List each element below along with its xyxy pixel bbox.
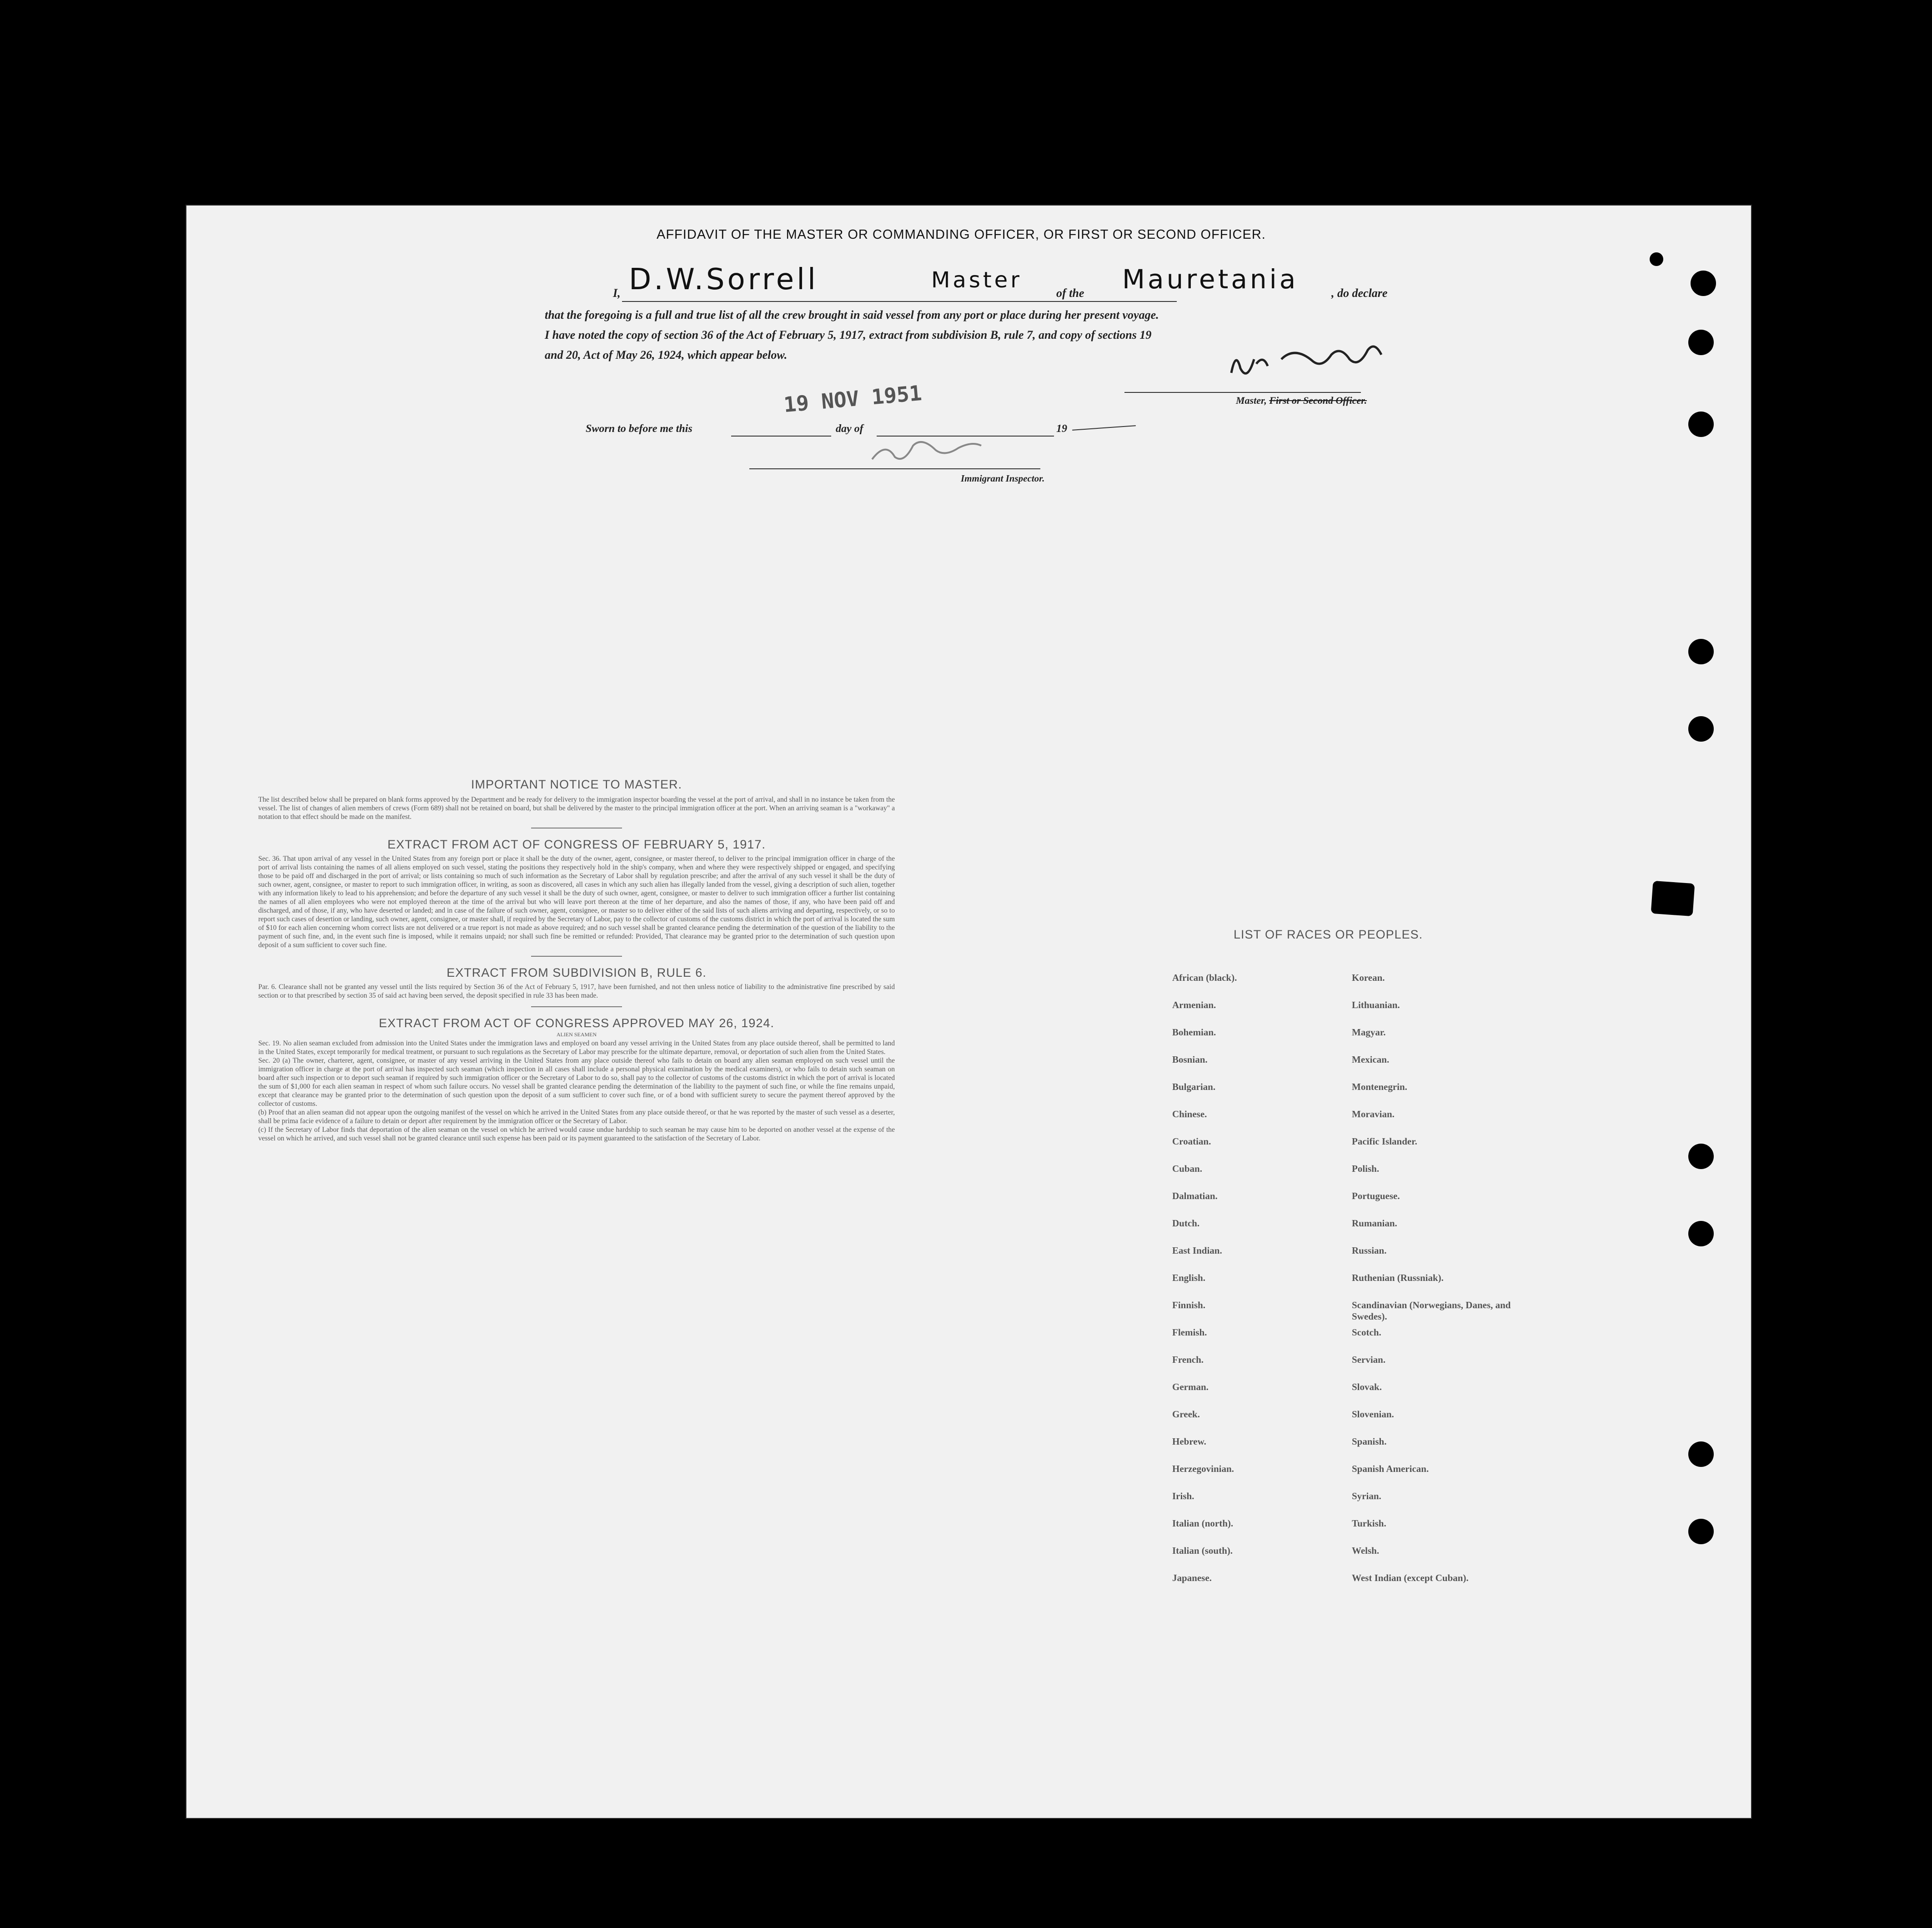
- race-item: German.: [1172, 1381, 1209, 1392]
- race-item: Cuban.: [1172, 1163, 1202, 1174]
- races-column-1: [1172, 972, 1336, 1600]
- race-item: African (black).: [1172, 972, 1237, 983]
- punch-hole: [1688, 716, 1714, 742]
- race-item: Lithuanian.: [1352, 999, 1400, 1010]
- notice-body: The list described below shall be prepared on blank forms approved by the Department and be ready for delivery to the immigration inspector boarding the vessel at the port of arrival, and shall in no instance be taken from the vessel. The list of changes of alien members of crews (Form 689) shall not be retained on board, but shall be delivered by the master to the principal immigration officer at the port. When an arriving seaman is a "workaway" a notation to that effect should be made on the manifest.: [258, 796, 895, 821]
- signature-line: [1124, 392, 1361, 393]
- race-item: Turkish.: [1352, 1518, 1386, 1529]
- extract-1924-sec20b: (b) Proof that an alien seaman did not appear upon the outgoing manifest of the vessel on which he arrived in the United States from any place outside thereof, or that he was reported by the master of such vessel as a deserter, shall be prima facie evidence of a failure to detain or deport after requirement by the immigration officer or the Secretary of Labor.: [258, 1109, 895, 1125]
- notice-title: IMPORTANT NOTICE TO MASTER.: [471, 778, 682, 791]
- race-item: Pacific Islander.: [1352, 1136, 1417, 1147]
- i-label: I,: [613, 286, 621, 300]
- race-item: Greek.: [1172, 1409, 1200, 1420]
- race-item: Spanish American.: [1352, 1463, 1429, 1474]
- extract-1917-body: Sec. 36. That upon arrival of any vessel in the United States from any foreign port or place it shall be the duty of the owner, agent, consignee, or master thereof, to deliver to the principal immigration officer in charge of the port of arrival lists containing the names of all aliens employed on such vessel, stating the positions they respectively hold in the ship's company, when and where they were respectively shipped or engaged, and specifying those to be paid off and discharged in the port of arrival; or lists containing so much of such information as the Secretary of Labor shall by regulation prescribe; and after the arrival of any such vessel it shall be the duty of such owner, agent, consignee, or master to report to such immigration officer, in writing, as soon as discovered, all cases in which any such alien has illegally landed from the vessel, giving a description of such alien, together with any information likely to lead to his apprehension; and before the departure of any such vessel it shall be the duty of such owner, agent, consignee, or master to deliver to such immigration officer a further list containing the names of all alien employees who were not employed thereon at the time of the arrival but who will leave port thereon at the time of her departure, and also the names of those, if any, who have been paid off and discharged, and of those, if any, who have deserted or landed; and in case of the failure of such owner, agent, consignee, or master so to deliver either of the said lists of such aliens arriving and departing, respectively, or so to report such cases of desertion or landing, such owner, agent, consignee, or master shall, if required by the Secretary of Labor, pay to the collector of customs of the customs district in which the port of arrival is located the sum of $10 for each alien concerning whom correct lists are not delivered or a true report is not made as above required; and no such vessel shall be granted clearance pending the determination of the question of the liability to the payment of such fine, and, in the event such fine is imposed, while it remains unpaid; nor shall such fine be remitted or refunded: Provided, That clearance may be granted prior to the determination of such question upon deposit of a sum sufficient to cover such fine.: [258, 855, 895, 949]
- declaration-line-2: that the foregoing is a full and true list of all the crew brought in said vessel from any port or place during her present voyage.: [545, 308, 1159, 321]
- races-column-2: [1352, 972, 1543, 1600]
- race-item: English.: [1172, 1272, 1205, 1283]
- punch-hole: [1688, 412, 1714, 437]
- do-declare-label: , do declare: [1331, 286, 1388, 300]
- extract-1924-sec20c: (c) If the Secretary of Labor finds that deportation of the alien seaman on the vessel on which he arrived would cause undue hardship to such seaman he may cause him to be deported on another vessel at the expense of the vessel on which he arrived, and such vessel shall not be granted clearance until such expense has been paid or its payment guaranteed to the satisfaction of the Secretary of Labor.: [258, 1126, 895, 1142]
- race-item: Bohemian.: [1172, 1027, 1216, 1038]
- race-item: Armenian.: [1172, 999, 1216, 1010]
- race-item: Bosnian.: [1172, 1054, 1208, 1065]
- race-item: Mexican.: [1352, 1054, 1390, 1065]
- race-item: Dalmatian.: [1172, 1190, 1218, 1201]
- race-item: Korean.: [1352, 972, 1385, 983]
- race-item: Spanish.: [1352, 1436, 1387, 1447]
- race-item: Irish.: [1172, 1491, 1194, 1501]
- race-item: Polish.: [1352, 1163, 1380, 1174]
- race-item: Ruthenian (Russniak).: [1352, 1272, 1444, 1283]
- punch-hole: [1651, 881, 1695, 916]
- rule-6-body: Par. 6. Clearance shall not be granted any vessel until the lists required by Section 36 of the Act of February 5, 1917, have been furnished, and not then unless notice of liability to the administrative fine prescribed by said section or to that prescribed by section 35 of said act having been served, the deposit specified in rule 33 has been made.: [258, 983, 895, 999]
- race-item: Montenegrin.: [1352, 1081, 1407, 1092]
- races-title: LIST OF RACES OR PEOPLES.: [1234, 928, 1423, 941]
- race-item: Servian.: [1352, 1354, 1386, 1365]
- race-item: Scotch.: [1352, 1327, 1381, 1338]
- master-signature: [1222, 341, 1395, 387]
- race-item: Italian (north).: [1172, 1518, 1234, 1529]
- punch-hole: [1688, 639, 1714, 664]
- punch-hole: [1691, 271, 1716, 296]
- race-item: Slovenian.: [1352, 1409, 1394, 1420]
- race-item: French.: [1172, 1354, 1204, 1365]
- sworn-day-line: [731, 436, 831, 437]
- punch-hole: [1688, 1519, 1714, 1544]
- rank-handwritten: Master: [931, 267, 1022, 293]
- punch-hole: [1688, 330, 1714, 355]
- race-item: Welsh.: [1352, 1545, 1380, 1556]
- race-item: Magyar.: [1352, 1027, 1386, 1038]
- year-prefix: 19: [1056, 423, 1067, 435]
- date-stamp: 19 NOV 1951: [783, 380, 923, 417]
- extract-1924-title: EXTRACT FROM ACT OF CONGRESS APPROVED MAY 26, 1924.: [379, 1016, 774, 1030]
- extract-1924-sec20a: Sec. 20 (a) The owner, charterer, agent, consignee, or master of any vessel arriving in the United States from any place outside thereof who fails to detain on board any alien seaman employed on such vessel until the immigration officer in charge at the port of arrival has inspected such seaman (which inspection in all cases shall include a personal physical examination by the medical examiners), or who fails to detain such seaman on board after such inspection or to deport such seaman if required by such immigration officer or the Secretary of Labor to do so, shall pay to the collector of customs of the customs district in which the port of arrival is located the sum of $1,000 for each alien seaman in respect of whom such failure occurs. No vessel shall be granted clearance pending the determination of the liability to the payment of such fine, or while the fine remains unpaid, except that clearance may be granted prior to the determination of such question upon the deposit of a sum sufficient to cover such fine, or of a bond with sufficient surety to secure the payment thereof approved by the collector of customs.: [258, 1057, 895, 1108]
- signature-caption-struck: First or Second Officer.: [1269, 395, 1367, 406]
- inspector-line: [749, 468, 1040, 469]
- race-item: Russian.: [1352, 1245, 1387, 1256]
- divider: [531, 956, 622, 957]
- punch-hole: [1688, 1221, 1714, 1246]
- race-item: East Indian.: [1172, 1245, 1222, 1256]
- race-item: Flemish.: [1172, 1327, 1207, 1338]
- document-page: [186, 205, 1752, 1819]
- race-item: Syrian.: [1352, 1491, 1381, 1501]
- race-item: Scandinavian (Norwegians, Danes, and Swedes).: [1352, 1300, 1511, 1322]
- race-item: Dutch.: [1172, 1218, 1200, 1229]
- declaration-line-3: I have noted the copy of section 36 of the Act of February 5, 1917, extract from subdivision B, rule 7, and copy of sections 19: [545, 328, 1152, 341]
- vessel-name-handwritten: Mauretania: [1122, 264, 1299, 295]
- rule-6-title: EXTRACT FROM SUBDIVISION B, RULE 6.: [447, 966, 707, 979]
- extract-1917-title: EXTRACT FROM ACT OF CONGRESS OF FEBRUARY 5, 1917.: [387, 838, 766, 851]
- of-the-label: of the: [1056, 286, 1084, 300]
- race-item: Italian (south).: [1172, 1545, 1233, 1556]
- inspector-caption: Immigrant Inspector.: [961, 473, 1045, 484]
- affidavit-title: AFFIDAVIT OF THE MASTER OR COMMANDING OFFICER, OR FIRST OR SECOND OFFICER.: [657, 227, 1266, 242]
- race-item: Rumanian.: [1352, 1218, 1397, 1229]
- race-item: Finnish.: [1172, 1300, 1205, 1310]
- race-item: Portuguese.: [1352, 1190, 1400, 1201]
- race-item: Slovak.: [1352, 1381, 1382, 1392]
- signature-caption: [1236, 395, 1367, 407]
- declaration-line-4: and 20, Act of May 26, 1924, which appear below.: [545, 348, 788, 362]
- race-item: Chinese.: [1172, 1109, 1207, 1120]
- master-name-handwritten: D.W.Sorrell: [629, 263, 818, 296]
- divider: [531, 1006, 622, 1007]
- extract-1924-subtitle: ALIEN SEAMEN: [556, 1031, 597, 1038]
- day-of-label: day of: [836, 423, 863, 435]
- legal-text-column: [258, 778, 895, 1143]
- inspector-signature: [868, 432, 986, 468]
- race-item: Croatian.: [1172, 1136, 1211, 1147]
- race-item: Hebrew.: [1172, 1436, 1206, 1447]
- name-line: [622, 301, 1177, 302]
- sworn-year-line: [1072, 425, 1136, 431]
- punch-hole: [1688, 1144, 1714, 1169]
- race-item: Bulgarian.: [1172, 1081, 1216, 1092]
- race-item: Herzegovinian.: [1172, 1463, 1234, 1474]
- race-item: West Indian (except Cuban).: [1352, 1572, 1469, 1583]
- extract-1924-sec19: Sec. 19. No alien seaman excluded from admission into the United States under the immigration laws and employed on board any vessel arriving in the United States from any place outside thereof, shall be permitted to land in the United States, except temporarily for medical treatment, or pursuant to such regulations as the Secretary of Labor may prescribe for the ultimate departure, removal, or deportation of such alien from the United States.: [258, 1039, 895, 1056]
- punch-hole: [1688, 1441, 1714, 1467]
- signature-caption-master: Master,: [1236, 395, 1270, 406]
- sworn-label: Sworn to before me this: [586, 423, 693, 435]
- punch-hole: [1650, 252, 1663, 266]
- race-item: Japanese.: [1172, 1572, 1212, 1583]
- race-item: Moravian.: [1352, 1109, 1395, 1120]
